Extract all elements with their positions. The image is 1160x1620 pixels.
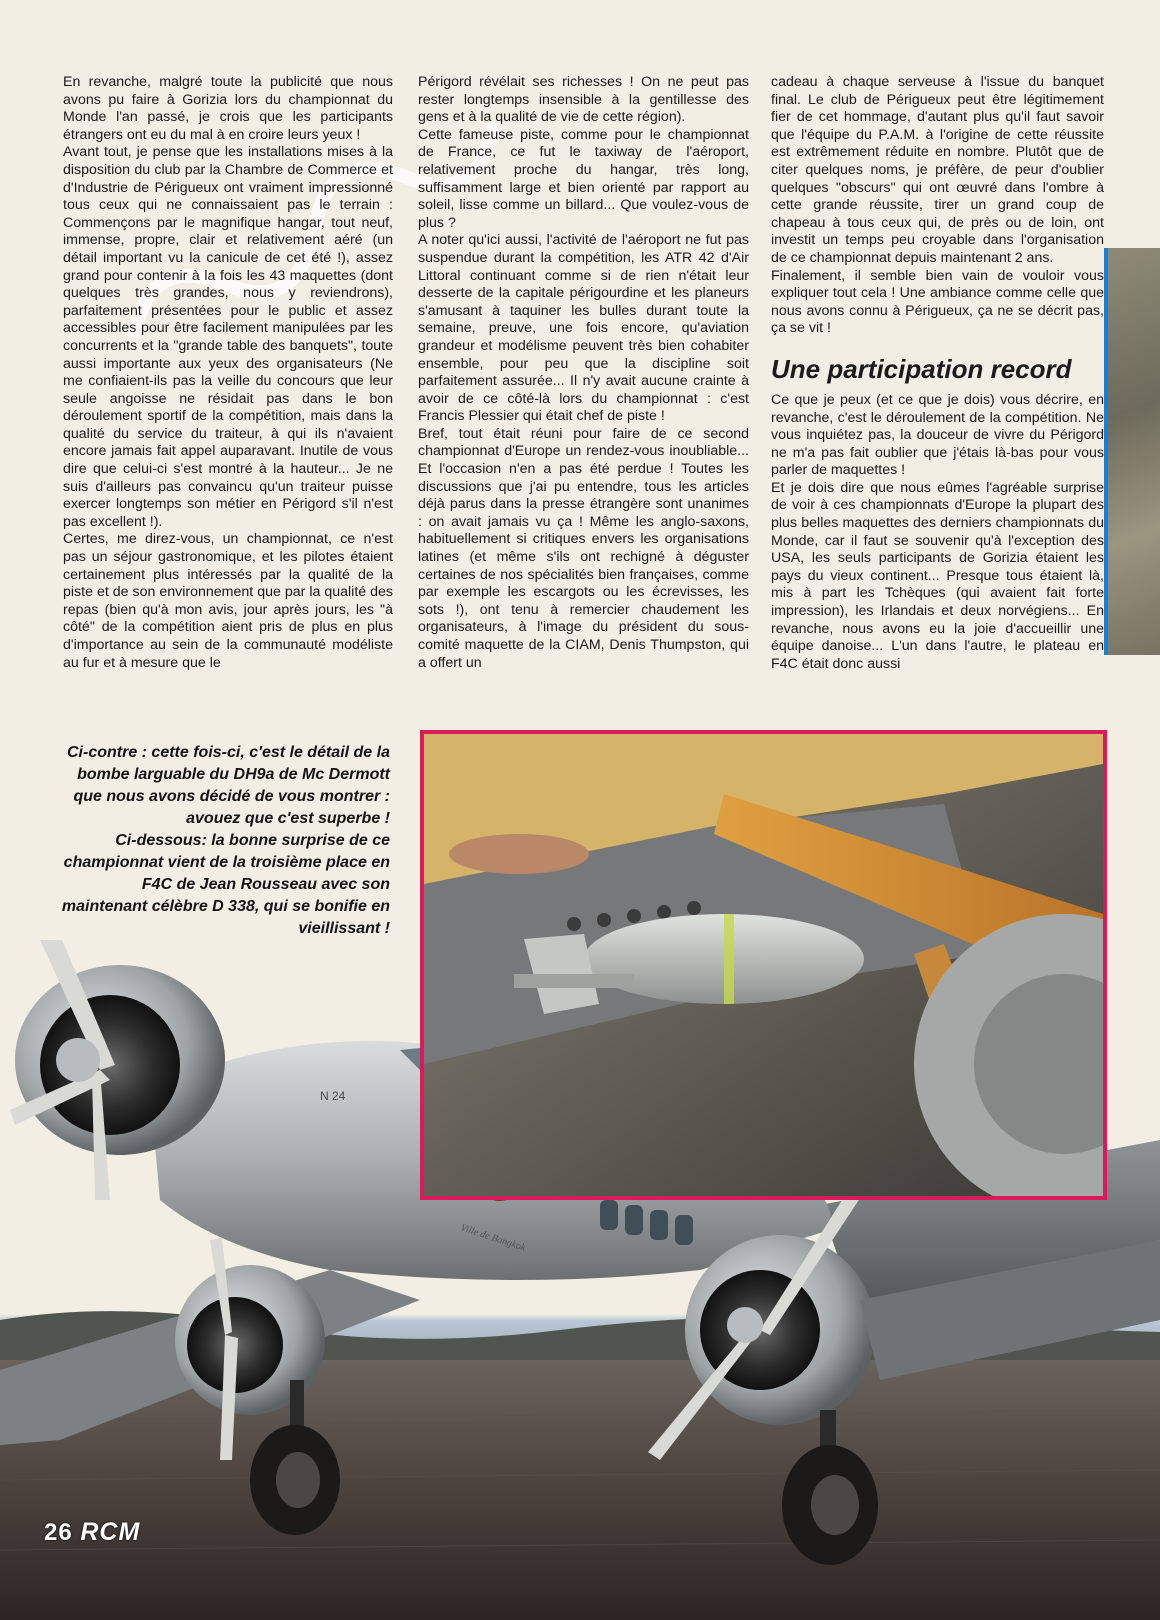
bomb-detail-photo-art	[424, 734, 1103, 1196]
paragraph: Avant tout, je pense que les installations mises à la disposition du club par la Chambre de Commerce et d'Industrie de Périgueux ont vraiment impressionné tous ceux qui ne connaissaient pas le terrain : Commençons par le magnifique hangar, tout neuf, immense, propre, clair et relativement aéré (un détail important vu la canicule de cet été !), assez grand pour contenir à la fois les 43 maquettes (dont quelques très grandes, nous y reviendrons), parfaitement présentées pour le public et assez accessibles pour être facilement manipulées par les concurrents et la "grande table des banquets", toute aussi importante aux yeux des organisateurs (Ne me confiaient-ils pas la veille du concours que leur seule angoisse ne résidait pas dans le bon déroulement sportif de la compétition, mais dans la qualité du service du traiteur, à qui ils n'avaient encore jamais fait appel auparavant. Inutile de vous dire que celui-ci s'est montré à la hauteur... Je ne suis d'ailleurs pas convaincu qu'un traiteur puisse exercer longtemps son métier en Périgord s'il n'est pas excellent !).	[63, 144, 393, 530]
bomb-detail-photo	[420, 730, 1107, 1200]
paragraph: Ce que je peux (et ce que je dois) vous décrire, en revanche, c'est le déroulement de la compétition. Ne vous inquiétez pas, la douceur de vivre du Périgord ne m'a pas fait oublier que j'étais là-bas pour vous parler de maquettes !	[771, 391, 1104, 479]
paragraph: A noter qu'ici aussi, l'activité de l'aéroport ne fut pas suspendue durant la compétition, les ATR 42 d'Air Littoral continuant comme si de rien n'était leur desserte de la capitale périgourdine et les planeurs s'amusant à taquiner les bulles durant toute la semaine, preuve, une fois encore, qu'aviation grandeur et modélisme peuvent très bien cohabiter ensemble, pour peu que la discipline soit parfaitement assurée... Il n'y avait aucune crainte à avoir de ce côté-là lors du championnat : c'est Francis Plessier qui était chef de piste !	[418, 232, 749, 425]
text-column-3	[771, 74, 1104, 673]
paragraph: Cette fameuse piste, comme pour le championnat de France, ce fut le taxiway de l'aéroport, relativement proche du hangar, très long, suffisamment large et bien orienté par rapport au soleil, lisse comme un billard... Que voulez-vous de plus ?	[418, 126, 749, 231]
paragraph: Et je dois dire que nous eûmes l'agréable surprise de voir à ces championnats d'Europe la plupart des plus belles maquettes des derniers championnats du Monde, car il faut se souvenir qu'à l'exception des USA, les seuls participants de Gorizia étaient les pays du vieux continent... Presque tous étaient là, mis à part les Tchèques (qui avaient fait forte impression), les Irlandais et deux norvégiens... En revanche, nous avons eu la joie d'accueillir une équipe danoise... L'un dans l'autre, le plateau en F4C était donc aussi	[771, 479, 1104, 672]
text-column-1	[63, 74, 393, 672]
paragraph: cadeau à chaque serveuse à l'issue du banquet final. Le club de Périgueux peut être légitimement fier de cet hommage, d'autant plus qu'il faut savoir que l'équipe du P.A.M. à l'origine de cette réussite est extrêmement réduite en nombre. Plutôt que de citer quelques noms, je préfère, de peur d'oublier quelques "obscurs" qui ont œuvré dans l'ombre à cette grande réussite, tirer un grand coup de chapeau à tous ceux qui, de près ou de loin, ont investit un temps peu croyable dans l'organisation de ce championnat depuis maintenant 2 ans.	[771, 74, 1104, 266]
adjacent-page-photo-edge	[1104, 248, 1160, 655]
caption-bomb-detail: Ci-contre : cette fois-ci, c'est le détail de la bombe larguable du DH9a de Mc Dermott que nous avons décidé de vous montrer : avouez que c'est superbe !	[66, 744, 390, 827]
page-number: 26	[44, 1519, 73, 1546]
paragraph: En revanche, malgré toute la publicité que nous avons pu faire à Gorizia lors du championnat du Monde l'an passé, je crois que les participants étrangers ont eu du mal à en croire leurs yeux !	[63, 74, 393, 143]
paragraph: Certes, me direz-vous, un championnat, ce n'est pas un séjour gastronomique, et les pilotes étaient certainement plus intéressés par la qualité de la piste et de son environnement que par la qualité des repas (bien qu'à mon avis, jour après jours, les "à côté" de la compétition aient pris de plus en plus d'importance au sein de la communauté modéliste au fur et à mesure que le	[63, 531, 393, 671]
paragraph: Périgord révélait ses richesses ! On ne peut pas rester longtemps insensible à la gentillesse des gens et à la qualité de vie de cette région).	[418, 74, 749, 126]
section-heading: Une participation record	[771, 353, 1072, 384]
page-folio	[44, 1518, 140, 1547]
paragraph: Bref, tout était réuni pour faire de ce second championnat d'Europe un rendez-vous inoubliable... Et l'occasion n'en a pas été perdue ! Toutes les discussions que j'ai pu entendre, tous les articles déjà parus dans la presse étrangère sont unanimes : on avait jamais vu ça ! Même les anglo-saxons, habituellement si critiques envers les organisations latines (et même s'ils ont rechigné à déguster certaines de nos spécialités bien françaises, comme par exemple les escargots ou les écrevisses, les sots !), ont tenu à remercier chaudement les organisateurs, à l'image du président du sous-comité maquette de la CIAM, Denis Thumpston, qui a offert un	[418, 425, 749, 671]
magazine-logo: RCM	[80, 1518, 141, 1546]
caption-aircraft: Ci-dessous: la bonne surprise de ce championnat vient de la troisième place en F4C de Jean Rousseau avec son maintenant célèbre D 338, qui se bonifie en vieillissant !	[61, 832, 390, 937]
paragraph: Finalement, il semble bien vain de vouloir vous expliquer tout cela ! Une ambiance comme celle que nous avons connu à Périgueux, ça ne se décrit pas, ça se vit !	[771, 267, 1104, 337]
registration-marking: N 24	[320, 1089, 346, 1103]
text-column-2	[418, 74, 749, 672]
fuselage-script-marking: Ville de Bangkok	[459, 1222, 527, 1254]
photo-captions	[60, 742, 390, 940]
